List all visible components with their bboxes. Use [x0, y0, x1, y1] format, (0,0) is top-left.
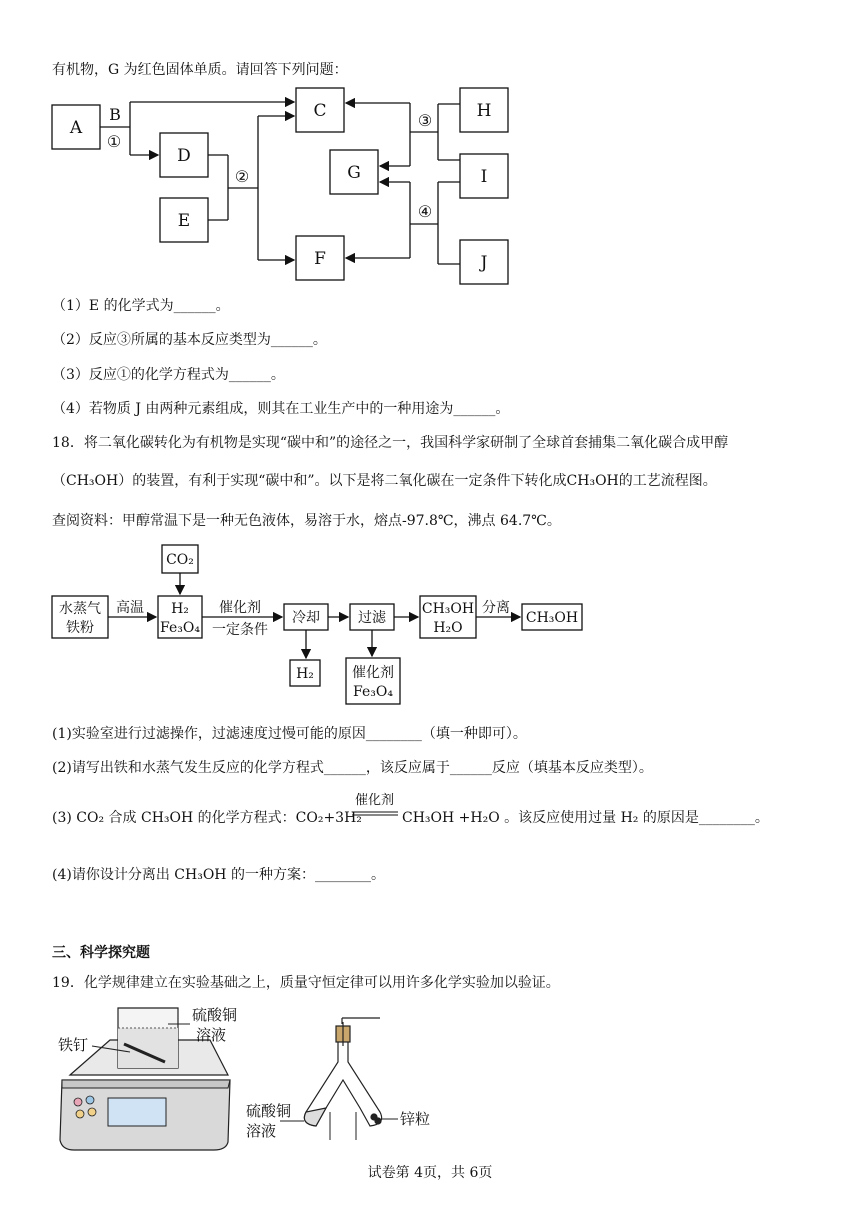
- flow-heat: 高温: [116, 600, 144, 616]
- flow-cat-out: 催化剂: [352, 665, 394, 681]
- label-B: B: [109, 105, 121, 124]
- flow-catalyst: 催化剂: [219, 600, 261, 616]
- q17-4: （4）若物质 J 由两种元素组成，则其在工业生产中的一种用途为______。: [52, 401, 510, 417]
- flow-separate: 分离: [482, 600, 510, 616]
- label-F: F: [314, 249, 326, 269]
- flow-iron: 铁粉: [66, 620, 94, 636]
- q18-line-a: 18．将二氧化碳转化为有机物是实现“碳中和”的途径之一，我国科学家研制了全球首套捕集二氧化碳合成甲醇: [52, 435, 729, 451]
- reaction-2: ②: [234, 167, 250, 186]
- beaker: [118, 1008, 178, 1068]
- q18-line-b: （CH₃OH）的装置，有利于实现“碳中和”。以下是将二氧化碳在一定条件下转化成CH₃OH的工艺流程图。: [52, 473, 717, 489]
- flow-steam: 水蒸气: [59, 601, 101, 617]
- label-J: J: [480, 253, 488, 273]
- label-copper-sulfate-1a: 硫酸铜: [192, 1006, 238, 1024]
- q18-1: (1)实验室进行过滤操作，过滤速度过慢可能的原因________（填一种即可）。: [52, 726, 527, 742]
- q18-line-c: 查阅资料：甲醇常温下是一种无色液体，易溶于水，熔点-97.8℃，沸点 64.7℃。: [52, 513, 561, 529]
- flow-h2-out: H₂: [296, 666, 314, 682]
- reaction-4: ④: [417, 202, 433, 221]
- q17-2: （2）反应③所属的基本反应类型为______。: [52, 332, 327, 348]
- q18-4: (4)请你设计分离出 CH₃OH 的一种方案：________。: [52, 867, 385, 883]
- intro-line: 有机物，G 为红色固体单质。请回答下列问题：: [52, 62, 348, 78]
- flow-fe3o4: Fe₃O₄: [160, 620, 200, 636]
- page-footer: 试卷第 4页，共 6页: [367, 1165, 493, 1181]
- y-shaped-tube: [304, 1018, 381, 1126]
- label-H: H: [476, 101, 492, 121]
- q18-3-b: CH₃OH +H₂O 。该反应使用过量 H₂ 的原因是________。: [402, 810, 769, 826]
- flow-fe3o4-out: Fe₃O₄: [353, 684, 393, 700]
- q19: 19．化学规律建立在实验基础之上，质量守恒定律可以用许多化学实验加以验证。: [52, 975, 560, 991]
- label-C: C: [313, 101, 327, 121]
- label-A: A: [69, 118, 83, 138]
- q17-3: （3）反应①的化学方程式为______。: [52, 367, 285, 383]
- flow-co2: CO₂: [166, 552, 194, 568]
- flow-mix-ch3oh: CH₃OH: [421, 601, 475, 617]
- label-copper-sulfate-2b: 溶液: [246, 1122, 277, 1140]
- flow-h2: H₂: [171, 601, 189, 617]
- q18-2: (2)请写出铁和水蒸气发生反应的化学方程式______，该反应属于______反应（填基本反应类型）。: [52, 760, 653, 776]
- label-D: D: [177, 146, 191, 166]
- q18-3-catalyst: 催化剂: [355, 793, 395, 808]
- reaction-1: ①: [106, 132, 122, 151]
- section-3-title: 三、科学探究题: [52, 945, 150, 961]
- reaction-3: ③: [417, 111, 433, 130]
- flow-mix-h2o: H₂O: [433, 620, 463, 636]
- label-iron-nail: 铁钉: [58, 1036, 89, 1054]
- q17-1: （1）E 的化学式为______。: [52, 298, 230, 314]
- flow-filter: 过滤: [358, 610, 386, 626]
- label-zinc: 锌粒: [400, 1110, 431, 1128]
- label-I: I: [480, 167, 488, 187]
- flow-cool: 冷却: [292, 610, 320, 626]
- label-E: E: [177, 211, 191, 231]
- label-G: G: [347, 163, 361, 183]
- flow-condition: 一定条件: [212, 622, 268, 638]
- label-copper-sulfate-1b: 溶液: [196, 1026, 227, 1044]
- q18-3-a: (3) CO₂ 合成 CH₃OH 的化学方程式：CO₂+3H₂: [52, 810, 362, 826]
- label-copper-sulfate-2a: 硫酸铜: [246, 1102, 292, 1120]
- flow-final: CH₃OH: [525, 610, 579, 626]
